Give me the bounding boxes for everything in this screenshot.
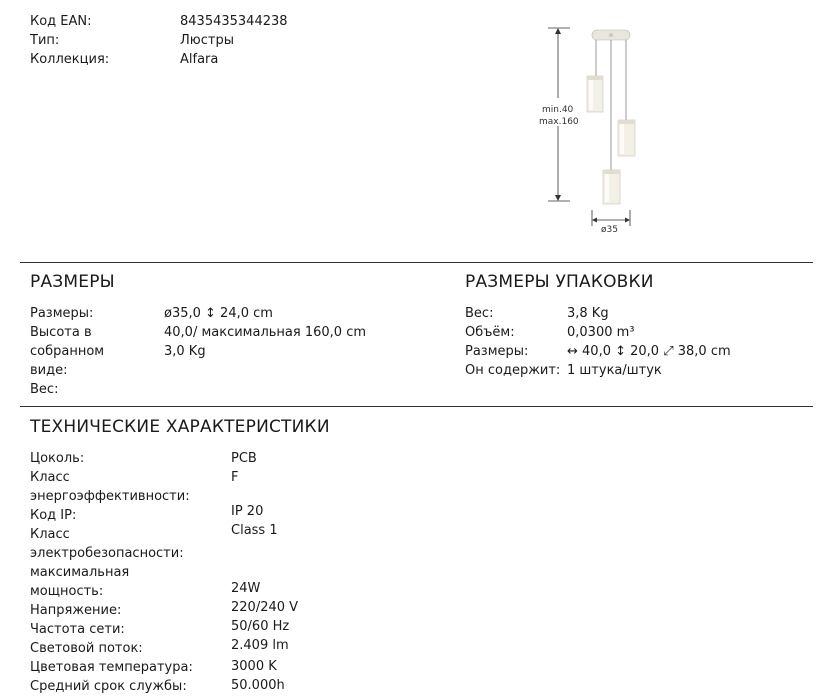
section-divider (20, 262, 813, 263)
height-min-label: min.40 (542, 105, 574, 115)
collection-label: Коллекция: (30, 52, 110, 67)
diameter-dimension-line (592, 210, 630, 226)
tech-voltage-value: 220/240 V (231, 600, 299, 615)
packaging-contains-value: 1 штука/штук (567, 363, 662, 378)
packaging-dimensions-value: ↔ 40,0 ↕ 20,0 ⤢ 38,0 cm (567, 344, 731, 359)
sizes-dimensions-value: ø35,0 ↕ 24,0 cm (164, 306, 273, 321)
tech-voltage-label: Напряжение: (30, 603, 122, 618)
tech-flux-value: 2.409 lm (231, 638, 289, 653)
tech-energy-value: F (231, 470, 239, 485)
tech-ip-value: IP 20 (231, 504, 264, 519)
tech-energy-label-line-2: энергоэффективности: (30, 489, 190, 504)
tech-elec-label-line-2: электробезопасности: (30, 546, 184, 561)
pendant-shade-3 (603, 170, 620, 204)
sizes-height-label-line-2: собранном (30, 344, 105, 359)
tech-socket-value: PCB (231, 451, 257, 466)
packaging-dimensions-label: Размеры: (465, 344, 529, 359)
tech-color-temp-value: 3000 K (231, 659, 277, 674)
sizes-heading: РАЗМЕРЫ (30, 272, 115, 292)
tech-power-value: 24W (231, 581, 261, 596)
tech-life-label: Средний срок службы: (30, 679, 187, 694)
diameter-label: ø35 (601, 225, 618, 235)
tech-elec-value: Class 1 (231, 523, 278, 538)
tech-ip-label: Код IP: (30, 508, 77, 523)
tech-power-label-line-1: максимальная (30, 565, 130, 580)
ean-label: Код EAN: (30, 14, 92, 29)
ean-value: 8435435344238 (180, 14, 288, 29)
packaging-volume-label: Объём: (465, 325, 515, 340)
tech-heading: ТЕХНИЧЕСКИЕ ХАРАКТЕРИСТИКИ (30, 417, 330, 437)
tech-flux-label: Световой поток: (30, 641, 143, 656)
sizes-height-label-line-1: Высота в (30, 325, 92, 340)
collection-value: Alfara (180, 52, 219, 67)
tech-socket-label: Цоколь: (30, 451, 85, 466)
sizes-height-label-line-3: виде: (30, 363, 68, 378)
ceiling-canopy (592, 30, 630, 40)
pendant-shade-1 (587, 76, 603, 112)
section-divider (20, 406, 813, 407)
height-max-label: max.160 (539, 117, 579, 127)
type-label: Тип: (30, 33, 60, 48)
sizes-dimensions-label: Размеры: (30, 306, 94, 321)
sizes-weight-label: Вес: (30, 382, 59, 397)
tech-color-temp-label: Цветовая температура: (30, 660, 193, 675)
packaging-contains-label: Он содержит: (465, 363, 561, 378)
tech-frequency-value: 50/60 Hz (231, 619, 290, 634)
tech-life-value: 50.000h (231, 678, 285, 693)
tech-frequency-label: Частота сети: (30, 622, 125, 637)
product-dimension-drawing (530, 20, 650, 240)
packaging-heading: РАЗМЕРЫ УПАКОВКИ (465, 272, 654, 292)
tech-power-label-line-2: мощность: (30, 584, 104, 599)
tech-elec-label-line-1: Класс (30, 527, 70, 542)
type-value: Люстры (180, 33, 234, 48)
pendant-shade-2 (618, 120, 635, 156)
tech-energy-label-line-1: Класс (30, 470, 70, 485)
packaging-weight-label: Вес: (465, 306, 494, 321)
packaging-volume-value: 0,0300 m³ (567, 325, 635, 340)
packaging-weight-value: 3,8 Kg (567, 306, 609, 321)
sizes-height-value: 40,0/ максимальная 160,0 cm (164, 325, 367, 340)
sizes-weight-value: 3,0 Kg (164, 344, 206, 359)
